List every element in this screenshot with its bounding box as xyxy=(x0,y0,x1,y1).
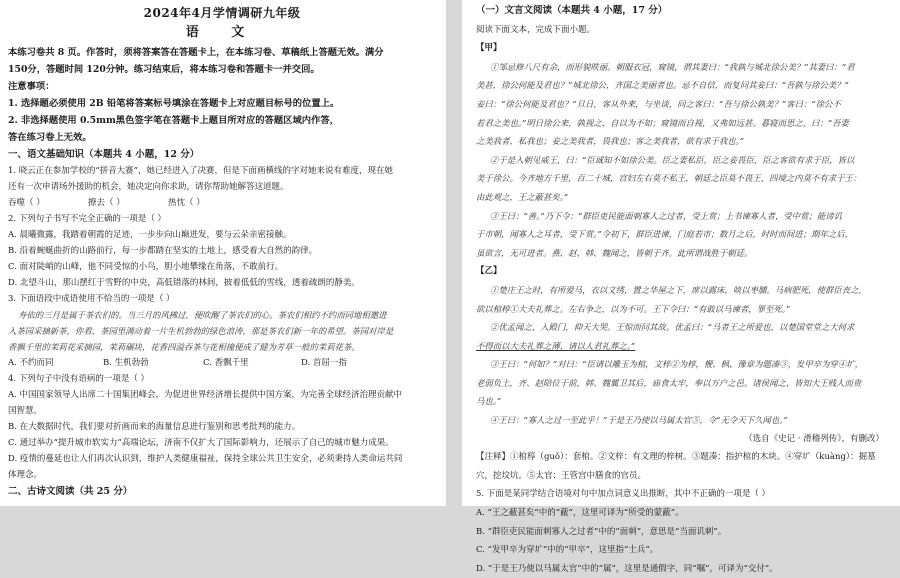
q4-option-c: C. 通过举办“提升城市软实力”高端论坛，济南不仅扩大了国际影响力，还展示了自己的城市魅力成果。 xyxy=(8,438,394,448)
part-a-line-2: 美甚，徐公何能及君也？”城北徐公，齐国之美丽者也。忌不自信，而复问其妾曰：“吾孰与徐公美？” xyxy=(476,80,849,91)
part-a-line-10: 于市朝，闻寡人之耳者，受下赏。”令初下，群臣进谏，门庭若市；数月之后，时时而间进；期年之后， xyxy=(476,229,853,240)
q1-line-1: 1. 晓云正在参加学校的“拼音大赛”，她已经进入了决赛，但是下面画横线的字对她来说有难度，现在她 xyxy=(8,166,394,176)
part-b-line-2: 欲以棺椁①大夫礼葬之。左右争之，以为不可。王下令曰：“有敢以马谏者，罪至死。” xyxy=(476,303,791,314)
attention-line-3: 答在练习卷上无效。 xyxy=(8,132,92,143)
q4-option-b: B. 在大数据时代，我们要对折画而来的海量信息进行鉴别和思考批判的能力。 xyxy=(8,422,301,432)
q3-stem: 3. 下面语段中成语使用不恰当的一项是（ ） xyxy=(8,294,175,304)
source-citation: （选自《史记 · 滑稽列传》，有删改） xyxy=(744,433,884,444)
part-b-line-4: 不得而以大夫礼葬之薄，请以人君礼葬之。” xyxy=(476,340,636,351)
q3-passage-2: 入茶园采摘新茶，你看，茶园里满动着一片生机勃勃的绿色浪涛，那是茶农们新一年的希望。茶园对岸是 xyxy=(8,326,394,336)
q3-option-a: A. 不约而同 xyxy=(8,358,54,368)
q1-blank-1: 吞噬（ ） xyxy=(8,198,45,208)
q5-stem: 5. 下面是某同学结合语境对句中加点词意义出推断，其中不正确的一项是（ ） xyxy=(476,489,771,500)
part-b-line-7: 马也。” xyxy=(476,396,502,407)
part-a-line-4: 若君之美也。”明日徐公来，孰视之，自以为不如；窥镜而自视，又弗如远甚。暮寝而思之，曰：“吾妻 xyxy=(476,117,849,128)
q2-stem: 2. 下列句子书写不完全正确的一项是（ ） xyxy=(8,214,167,224)
reading-instruction: 阅读下面文本，完成下面小题。 xyxy=(476,24,596,35)
part-a-line-3: 妾曰：“徐公何能及君也？”旦日，客从外来，与坐谈，问之客曰：“吾与徐公孰美？”客曰：“徐公不 xyxy=(476,98,841,109)
q3-options xyxy=(8,355,436,371)
part-a-line-1: ①邹忌修八尺有余，而形貌昳丽。朝服衣冠，窥镜，谓其妻曰：“我孰与城北徐公美？”其妻曰：“君 xyxy=(490,61,855,72)
part-a-label: 【甲】 xyxy=(476,43,502,54)
part-b-line-3: ②优孟闻之，入殿门，仰天大哭。王惊而问其故。优孟曰：“马者王之所爱也，以楚国堂堂之大何求 xyxy=(490,322,855,333)
q1-blank-3: 热忱（ ） xyxy=(168,198,205,208)
q2-option-c: C. 面对陡峭的山峰，他不同受惊的小鸟，胆小地攀缘在角落，不敢前行。 xyxy=(8,262,284,272)
part-a-line-7: 美于徐公。今齐地方千里，百二十城，宫妇左右莫不私王，朝廷之臣莫不畏王，四境之内莫不有求于王： xyxy=(476,173,862,184)
part-a-line-5: 之美我者，私我也；妾之美我者，畏我也；客之美我者，欲有求于我也。” xyxy=(476,136,745,147)
q1-blank-2: 撩去（ ） xyxy=(88,198,125,208)
q3-option-c: C. 香飘千里 xyxy=(203,358,249,368)
subject-title: 语 文 xyxy=(185,25,259,40)
q3-option-d: D. 首屈一指 xyxy=(301,358,347,368)
q4-option-d-cont: 体理念。 xyxy=(8,470,43,480)
q3-option-b: B. 生机勃勃 xyxy=(103,358,149,368)
q4-option-a-cont: 国智慧。 xyxy=(8,406,43,416)
part-a-line-6: ②于是入朝见威王，曰：“臣诚知不如徐公美。臣之妻私臣，臣之妾畏臣，臣之客欲有求于臣，皆以 xyxy=(490,154,855,165)
q1-blanks xyxy=(8,195,436,211)
part-a-line-11: 虽欲言，无可进者。燕、赵、韩、魏闻之，皆朝于齐。此所谓战胜于朝廷。 xyxy=(476,247,753,258)
section-2-heading: 二、古诗文阅读（共 25 分） xyxy=(8,486,133,497)
exam-page-left xyxy=(0,0,446,506)
attention-line-1: 1. 选择题必须使用 2B 铅笔将答案标号填涂在答题卡上对应题目标号的位置上。 xyxy=(8,98,340,109)
part-a-line-9: ③王曰：“善。”乃下令：“群臣吏民能面刺寡人之过者，受上赏；上书谏寡人者，受中赏；能谤讥 xyxy=(490,210,843,221)
part-b-line-5: ③王曰：“何如？”对曰：“臣请以雕玉为棺，文梓②为椁，楩、枫、豫章为题凑③，发甲卒为穿④圹， xyxy=(490,359,863,370)
section-1-heading: 一、语文基础知识（本题共 4 小题，12 分） xyxy=(8,149,200,160)
q5-option-c: C. “发甲卒为穿圹”中的“甲卒”，这里指“士兵”。 xyxy=(476,545,659,556)
part-b-line-6: 老弱负土，齐、赵陪位于前，韩、魏翼卫其后，庙食太牢，奉以万户之邑。诸侯闻之，皆知大王贱人而贵 xyxy=(476,377,862,388)
notes-line-2: 穴，挖坟坑。⑤太官：王管宫中膳食的官员。 xyxy=(476,470,647,481)
part-b-line-8: ④王曰：“寡人之过一至此乎！”于是王乃使以马属太官⑤，令“无令天下久闻也。” xyxy=(490,415,788,426)
exam-page-right xyxy=(462,0,900,574)
q4-option-a: A. 中国国家领导人出席二十国集团峰会，为促进世界经济增长提供中国方案，为完善全球经济治理贡献中 xyxy=(8,390,403,400)
q4-option-d: D. 疫情的蔓延也让人们再次认识到，维护人类健康福祉，保持全球公共卫生安全，必须秉持人类命运共同 xyxy=(8,454,403,464)
q5-option-b: B. “群臣吏民能面刺寡人之过者”中的“面刺”，意思是“当面讥刺”。 xyxy=(476,526,727,537)
q2-option-d: D. 北望斗山，那山摆红于雪野的中央，高低错落的林间，披着低低的雪线，透着疏朗的静美。 xyxy=(8,278,360,288)
exam-title: 2024年4月学情调研九年级 xyxy=(143,6,301,20)
q4-stem: 4. 下列句子中没有语病的一项是（ ） xyxy=(8,374,150,384)
q3-passage-3: 香飘千里的茉莉花采摘园，茉莉碾块，花香四溢吞茶与花相撞便成了健为芳草一般的茉莉花茶。 xyxy=(8,342,360,352)
attention-line-2: 2. 非选择题使用 0.5mm黑色签字笔在答题卡上题目所对应的答题区域内作答， xyxy=(8,115,339,126)
part-b-line-1: ①楚庄王之时，有所爱马，衣以文绣，置之华屋之下，席以露床，啖以枣脯。马病肥死，使群臣丧之， xyxy=(490,284,867,295)
part-b-label: 【乙】 xyxy=(476,266,502,277)
notes-line-1: 【注释】①棺椁（guǒ）：套棺。②文梓：有文理的梓树。③题凑：指护棺的木块。④穿圹（kuàng）：掘墓 xyxy=(476,452,876,463)
notice-line-1: 本练习卷共 8 页。作答时，须将答案答在答题卡上，在本练习卷、草稿纸上答题无效。满分 xyxy=(8,47,384,58)
q5-option-a: A. “王之蔽甚矣”中的“蔽”，这里可译为“所受的蒙蔽”。 xyxy=(476,508,684,519)
q3-passage-1: 寿依的三月是属于茶农们的。当三月的风拂过，便吹醒了茶农们的心。茶农们相约不约而同地相邀进 xyxy=(18,310,387,320)
q5-option-d: D. “于是王乃使以马属太官”中的“属”，这里是通假字，同“嘱”，可译为“交付”。 xyxy=(476,563,778,574)
classical-section-heading: （一）文言文阅读（本题共 4 小题，17 分） xyxy=(476,5,668,16)
attention-title: 注意事项： xyxy=(8,81,55,92)
q1-line-2: 还有一次申请场外援助的机会，她决定向你求助，请你帮助她解答这道题。 xyxy=(8,182,289,192)
q2-option-b: B. 沿着蜿蜒曲折的山路前行，每一步都踏在坚实的土地上，感受着大自然的韵律。 xyxy=(8,246,318,256)
q2-option-a: A. 晨曦微露，我踏着朝霞的足迹，一步步向山巅进发，要与云朵亲密接触。 xyxy=(8,230,292,240)
notice-line-2: 150分，答题时间 120分钟。练习结束后，将本练习卷和答题卡一并交回。 xyxy=(8,64,320,75)
part-a-line-8: 由此观之，王之蔽甚矣。” xyxy=(476,191,569,202)
